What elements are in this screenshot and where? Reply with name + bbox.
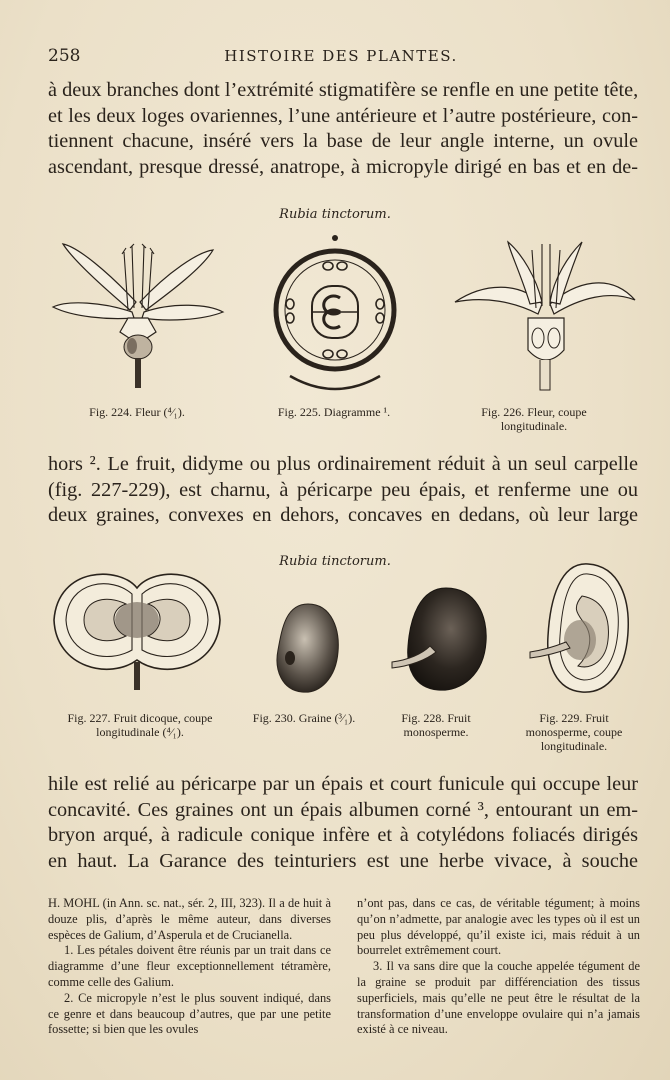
footnote: H. MOHL (in Ann. sc. nat., sér. 2, III, 323). Il a de huit à douze plis, d’après le même auteur, dans diverses espèces de Galium, d’Asperula et de Crucianella. <box>48 896 331 942</box>
figure-228-fruit <box>390 584 490 696</box>
page-number: 258 <box>48 46 81 66</box>
figure-caption: Fig. 226. Fleur, coupe longitudinale. <box>481 405 587 433</box>
text-line: bryon arqué, à radicule conique infère et à cotylédons foliacés dirigés <box>48 824 638 847</box>
text-line: deux graines, convexes en dehors, concaves en dedans, où leur large <box>48 504 638 527</box>
text-line: tiennent chacune, inséré vers la base de leur angle interne, un ovule <box>48 130 638 153</box>
page-header <box>48 46 634 68</box>
running-title: HISTOIRE DES PLANTES. <box>224 47 458 65</box>
figure-227-dicoccous-fruit <box>50 564 224 696</box>
footnote: 3. Il va sans dire que la couche appelée tégument de la graine se produit par différenciation des tissus superficiels, mais qu’elle ne peut être le résultat de la transformation d’une enveloppe ovulaire qui n’a jamais existé à ce niveau. <box>357 959 640 1037</box>
text-line: hile est relié au péricarpe par un épais et court funicule qui occupe leur <box>48 773 638 795</box>
text-line: ascendant, presque dressé, anatrope, à micropyle dirigé en bas et en de- <box>48 155 638 178</box>
figure-caption: Fig. 225. Diagramme ¹. <box>277 405 391 419</box>
footnotes-left-column <box>48 896 331 1038</box>
text-line: à deux branches dont l’extrémité stigmatifère se renfle en une petite tête, <box>48 79 638 101</box>
text-line: et les deux loges ovariennes, l’une antérieure et l’autre postérieure, con- <box>48 104 638 127</box>
footnote: 1. Les pétales doivent être réunis par un trait dans ce diagramme d’une fleur exceptionnellement tétramère, comme celle des Galium. <box>48 943 331 989</box>
figure-group-title: Rubia tinctorum. <box>279 207 391 222</box>
paragraph-bottom <box>48 772 638 874</box>
text-line: hors ². Le fruit, didyme ou plus ordinairement réduit à un seul carpelle <box>48 453 638 475</box>
footnote: 2. Ce micropyle n’est le plus souvent indiqué, dans ce genre et dans beaucoup d’autres, que par une petite fossette; si bien que les ovules <box>48 990 331 1037</box>
figure-caption: Fig. 228. Fruit monosperme. <box>401 711 471 739</box>
paragraph-middle <box>48 452 638 529</box>
text-line: (fig. 227-229), est charnu, à péricarpe peu épais, et renferme une ou <box>48 478 638 501</box>
figure-caption: Fig. 224. Fleur (⁴⁄₁). <box>89 405 185 419</box>
footnotes-right-column <box>357 896 640 1038</box>
figure-caption: Fig. 229. Fruit monosperme, coupe longitudinale. <box>525 711 623 753</box>
figure-224-flower <box>48 232 228 392</box>
figure-225-diagram <box>268 232 402 392</box>
figure-group-title: Rubia tinctorum. <box>279 554 391 569</box>
paragraph-top <box>48 78 638 180</box>
footnote: n’ont pas, dans ce cas, de véritable tégument; à moins qu’on n’admette, par analogie avec les types où il est un peu plus développé, qu’il existe ici, mais réduit à un bourrelet extrêmement court. <box>357 896 640 958</box>
text-line: en haut. La Garance des teinturiers est une herbe vivace, à souche <box>48 849 638 872</box>
figure-230-seed <box>272 600 342 696</box>
figure-229-fruit-section <box>526 560 634 698</box>
text-line: concavité. Ces graines ont un épais albumen corné ³, entourant un em- <box>48 798 638 821</box>
footnotes <box>48 896 640 1038</box>
figure-caption: Fig. 230. Graine (³⁄₁). <box>252 711 356 725</box>
figure-caption: Fig. 227. Fruit dicoque, coupe longitudinale (⁴⁄₁). <box>67 711 213 739</box>
figure-226-flower-section <box>450 232 640 392</box>
